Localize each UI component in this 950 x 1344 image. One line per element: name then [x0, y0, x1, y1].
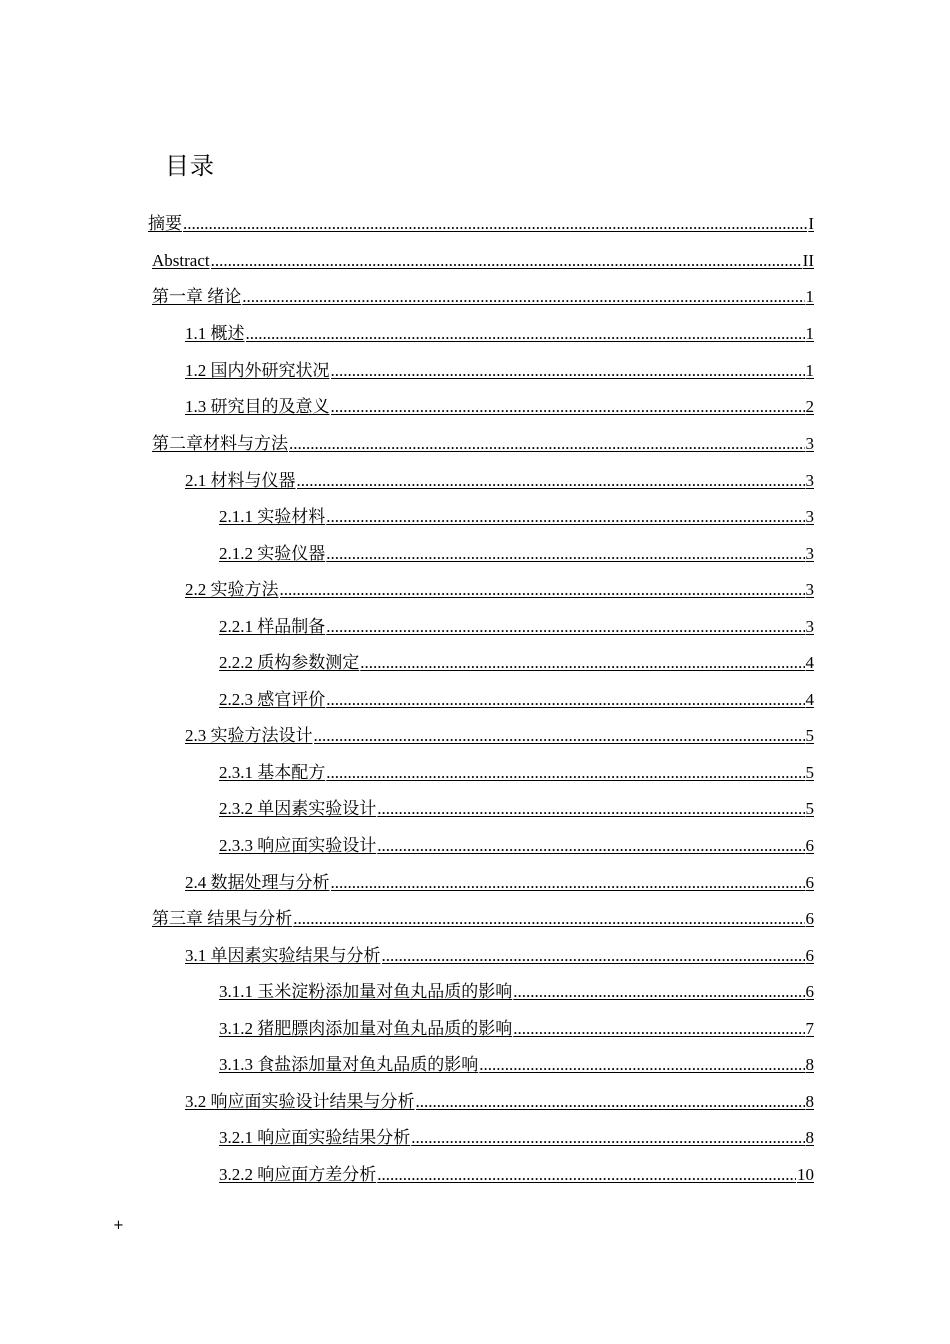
page-title: 目录: [165, 152, 215, 180]
toc-entry-2-2-2[interactable]: [219, 649, 814, 673]
toc-entry-3-1-3[interactable]: [219, 1051, 814, 1075]
toc-entry-page: I: [808, 214, 814, 233]
toc-entry-chapter-2[interactable]: [152, 430, 814, 454]
toc-entry-title: 2.1.2 实验仪器: [219, 544, 326, 563]
toc-entry-2-2-3[interactable]: [219, 686, 814, 710]
toc-entry-title: 2.2 实验方法: [185, 580, 279, 599]
toc-entry-2-1[interactable]: [185, 467, 814, 491]
toc-entry-title: 2.2.2 质构参数测定: [219, 653, 360, 672]
toc-entry-page: 3: [805, 617, 814, 636]
toc-entry-abstract-en[interactable]: [152, 247, 814, 271]
dot-leader: [479, 1055, 804, 1075]
dot-leader: [377, 1165, 796, 1185]
dot-leader: [513, 982, 804, 1002]
toc-entry-page: 3: [805, 471, 814, 490]
toc-entry-2-3-3[interactable]: [219, 832, 814, 856]
toc-entry-title: 3.2.2 响应面方差分析: [219, 1165, 377, 1184]
toc-entry-page: II: [802, 251, 814, 270]
toc-entry-3-1-2[interactable]: [219, 1015, 814, 1039]
paragraph-mark: +: [113, 1218, 124, 1233]
toc-entry-title: 3.2 响应面实验设计结果与分析: [185, 1092, 415, 1111]
toc-entry-page: 3: [805, 507, 814, 526]
toc-entry-2-2-1[interactable]: [219, 613, 814, 637]
toc-entry-page: 3: [805, 434, 814, 453]
toc-entry-2-3[interactable]: [185, 722, 814, 746]
toc-entry-title: 2.1 材料与仪器: [185, 471, 296, 490]
toc-entry-page: 6: [805, 946, 814, 965]
toc-entry-chapter-1[interactable]: [152, 283, 814, 307]
dot-leader: [297, 471, 805, 491]
toc-entry-2-4[interactable]: [185, 869, 814, 893]
toc-entry-page: 6: [805, 873, 814, 892]
toc-entry-page: 5: [805, 763, 814, 782]
toc-entry-title: 2.2.1 样品制备: [219, 617, 326, 636]
dot-leader: [331, 397, 805, 417]
toc-entry-page: 1: [805, 287, 814, 306]
dot-leader: [382, 946, 805, 966]
dot-leader: [331, 361, 805, 381]
toc-entry-title: 摘要: [148, 214, 182, 233]
toc-entry-page: 5: [805, 799, 814, 818]
toc-entry-title: 第一章 绪论: [152, 287, 242, 306]
toc-entry-page: 2: [805, 397, 814, 416]
toc-entry-title: 3.2.1 响应面实验结果分析: [219, 1128, 411, 1147]
dot-leader: [360, 653, 804, 673]
toc-entry-title: 2.3.1 基本配方: [219, 763, 326, 782]
dot-leader: [377, 799, 804, 819]
toc-entry-page: 4: [805, 653, 814, 672]
dot-leader: [411, 1128, 804, 1148]
toc-entry-title: 2.4 数据处理与分析: [185, 873, 330, 892]
toc-entry-page: 6: [805, 982, 814, 1001]
toc-entry-title: 1.1 概述: [185, 324, 245, 343]
toc-entry-title: 2.3.3 响应面实验设计: [219, 836, 377, 855]
dot-leader: [326, 507, 804, 527]
dot-leader: [326, 763, 804, 783]
toc-entry-chapter-3[interactable]: [152, 905, 814, 929]
dot-leader: [289, 434, 805, 454]
toc-entry-2-2[interactable]: [185, 576, 814, 600]
toc-entry-3-1[interactable]: [185, 942, 814, 966]
toc-entry-1-3[interactable]: [185, 393, 814, 417]
dot-leader: [377, 836, 804, 856]
toc-entry-title: 第三章 结果与分析: [152, 909, 293, 928]
toc-entry-page: 6: [805, 836, 814, 855]
dot-leader: [183, 214, 807, 234]
toc-entry-title: 3.1 单因素实验结果与分析: [185, 946, 381, 965]
toc-entry-2-1-2[interactable]: [219, 540, 814, 564]
toc-entry-title: 2.1.1 实验材料: [219, 507, 326, 526]
toc-entry-3-2-1[interactable]: [219, 1124, 814, 1148]
dot-leader: [293, 909, 804, 929]
toc-entry-page: 3: [805, 544, 814, 563]
toc-entry-page: 1: [805, 324, 814, 343]
toc-entry-2-3-1[interactable]: [219, 759, 814, 783]
toc-entry-page: 8: [805, 1055, 814, 1074]
toc-entry-2-1-1[interactable]: [219, 503, 814, 527]
toc-entry-title: 2.3 实验方法设计: [185, 726, 313, 745]
dot-leader: [211, 251, 802, 271]
toc-entry-abstract-cn[interactable]: [148, 210, 814, 234]
toc-entry-title: 3.1.2 猪肥膘肉添加量对鱼丸品质的影响: [219, 1019, 513, 1038]
dot-leader: [314, 726, 805, 746]
toc-entry-1-1[interactable]: [185, 320, 814, 344]
dot-leader: [331, 873, 805, 893]
toc-entry-page: 1: [805, 361, 814, 380]
dot-leader: [416, 1092, 805, 1112]
toc-entry-1-2[interactable]: [185, 357, 814, 381]
toc-entry-3-1-1[interactable]: [219, 978, 814, 1002]
dot-leader: [326, 617, 804, 637]
toc-entry-page: 3: [805, 580, 814, 599]
toc-entry-title: 2.3.2 单因素实验设计: [219, 799, 377, 818]
dot-leader: [242, 287, 804, 307]
toc-entry-title: 3.1.3 食盐添加量对鱼丸品质的影响: [219, 1055, 479, 1074]
toc-entry-title: 2.2.3 感官评价: [219, 690, 326, 709]
dot-leader: [246, 324, 805, 344]
toc-entry-3-2[interactable]: [185, 1088, 814, 1112]
toc-entry-page: 10: [797, 1165, 814, 1184]
toc-entry-page: 5: [805, 726, 814, 745]
toc-entry-2-3-2[interactable]: [219, 795, 814, 819]
toc-entry-title: 3.1.1 玉米淀粉添加量对鱼丸品质的影响: [219, 982, 513, 1001]
toc-entry-title: 第二章材料与方法: [152, 434, 288, 453]
toc-entry-page: 6: [805, 909, 814, 928]
dot-leader: [280, 580, 805, 600]
dot-leader: [326, 690, 804, 710]
toc-entry-page: 8: [805, 1128, 814, 1147]
toc-entry-title: 1.3 研究目的及意义: [185, 397, 330, 416]
toc-entry-page: 8: [805, 1092, 814, 1111]
dot-leader: [513, 1019, 804, 1039]
toc-entry-page: 4: [805, 690, 814, 709]
toc-entry-title: Abstract: [152, 251, 210, 270]
toc-entry-3-2-2[interactable]: [219, 1161, 814, 1185]
toc-entry-title: 1.2 国内外研究状况: [185, 361, 330, 380]
dot-leader: [326, 544, 804, 564]
toc-entry-page: 7: [805, 1019, 814, 1038]
